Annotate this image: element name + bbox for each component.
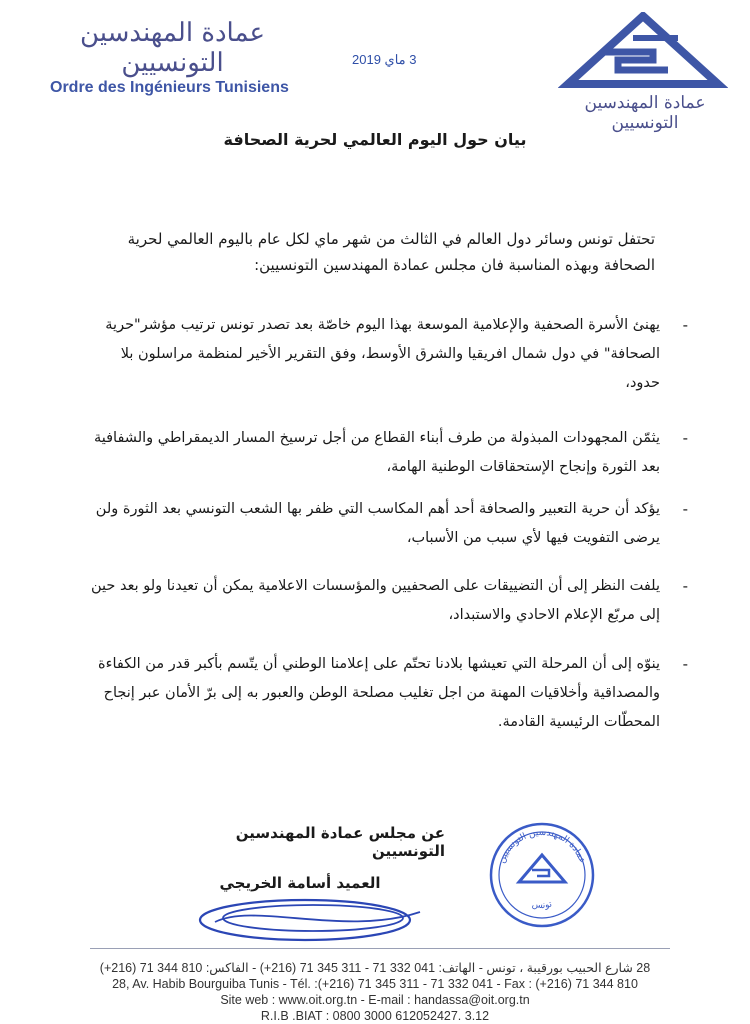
statement-text: يثمّن المجهودات المبذولة من طرف أبناء القطاع من أجل ترسيخ المسار الديمقراطي والشفافية بعد الثورة وإنجاح الإستحقاقات الوطنية الهامة، [93, 430, 660, 475]
signatory-organization: عن مجلس عمادة المهندسين التونسيين [235, 824, 445, 860]
footer-bank-rib: R.I.B .BIAT : 0800 3000 612052427. 3.12 [260, 1009, 490, 1023]
signatory-name: العميد أسامة الخريجي [219, 874, 381, 892]
statement-text: يؤكد أن حرية التعبير والصحافة أحد أهم المكاسب التي ظفر بها الشعب التونسي بعد الثورة ولن يرضى التفويت فيها لأي سبب من الأسباب، [95, 501, 660, 546]
document-date: 3 ماي 2019 [352, 52, 417, 67]
bullet-marker: - [682, 429, 688, 447]
document-title: بيان حول اليوم العالمي لحرية الصحافة [223, 130, 527, 149]
intro-paragraph: تحتفل تونس وسائر دول العالم في الثالث من شهر ماي لكل عام باليوم العالمي لحرية الصحافة وبهذه المناسبة فان مجلس عمادة المهندسين التونسيين: [127, 230, 655, 274]
statement-text: يهنئ الأسرة الصحفية والإعلامية الموسعة بهذا اليوم خاصّة بعد تصدر تونس ترتيب مؤشر"حرية الصحافة" في دول شمال افريقيا والشرق الأوسط، وفق التقرير الأخير لمنظمة مراسلون بلا حدود، [105, 317, 660, 391]
statement-text: ينوّه إلى أن المرحلة التي تعيشها بلادنا تحتّم على إعلامنا الوطني أن يتّسم بأكبر قدر من الكفاءة والمصداقية وأخلاقيات المهنة من اجل تغليب مصلحة الوطن والعبور به إلى برّ الأمان عبر إنجاح المحطّات الرئيسية القادمة. [98, 656, 660, 730]
statement-item-2 [85, 424, 688, 482]
svg-text:تونس [531, 899, 554, 911]
handwritten-signature [195, 882, 440, 957]
official-stamp [487, 820, 597, 930]
emblem-caption: عمادة المهندسين التونسيين [584, 93, 706, 133]
stamp-bottom-text: تونس [531, 899, 554, 912]
bullet-marker: - [682, 500, 688, 518]
stamp-top-text: عمادة المهندسين التونسيين [496, 827, 588, 865]
footer-contact: Site web : www.oit.org.tn - E-mail : handassa@oit.org.tn [220, 993, 530, 1007]
statement-item-4 [85, 572, 688, 630]
org-logo-arabic: عمادة المهندسين التونسيين [79, 18, 265, 78]
bullet-marker: - [682, 577, 688, 595]
statement-item-5 [85, 650, 688, 737]
org-name-french: Ordre des Ingénieurs Tunisiens [50, 79, 289, 96]
footer-address-arabic: 28 شارع الحبيب بورقيبة ، تونس - الهاتف: 041 332 71 - 311 345 71 (216+) - الفاكس: 810 344 71 (216+) [99, 961, 651, 975]
statement-text: يلفت النظر إلى أن التضييقات على الصحفيين والمؤسسات الاعلامية يمكن أن تعيدنا ولو بعد حين إلى مربّع الإعلام الاحادي والاستبداد، [91, 578, 660, 623]
bullet-marker: - [682, 655, 688, 673]
footer-divider [90, 948, 670, 949]
statement-item-3 [85, 495, 688, 553]
footer-address-french: 28, Av. Habib Bourguiba Tunis - Tél. :(+216) 71 345 311 - 71 332 041 - Fax : (+216) 71 344 810 [112, 977, 638, 991]
statement-item-1 [85, 311, 688, 398]
bullet-marker: - [682, 316, 688, 334]
